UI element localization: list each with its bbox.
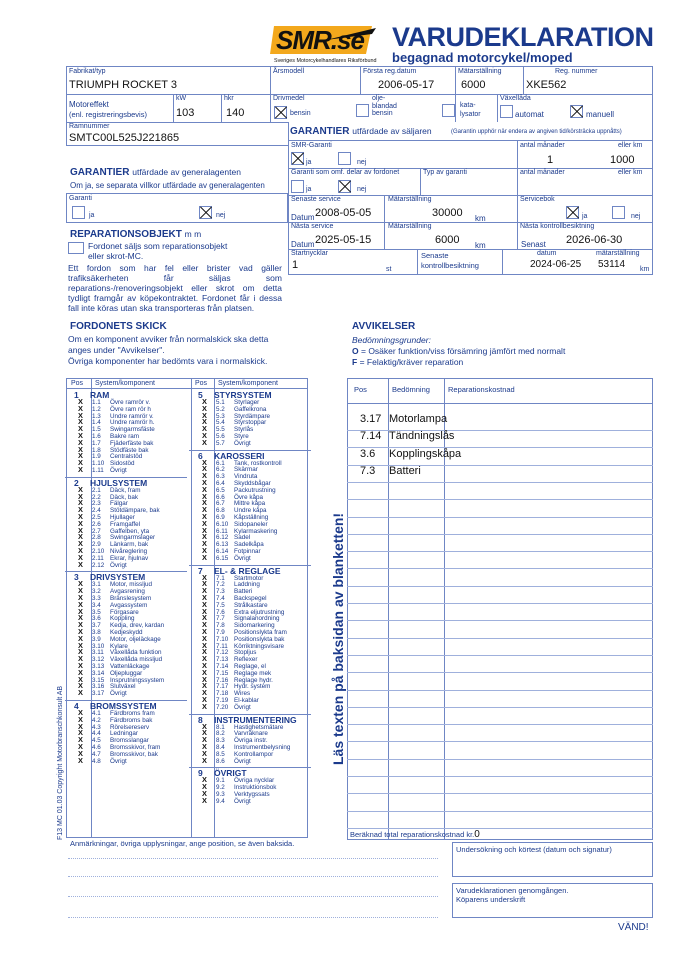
firstreg-value[interactable]: 2006-05-17: [378, 79, 435, 91]
side-text: Läs texten på baksidan av blanketten!: [330, 512, 346, 765]
component-item[interactable]: X 7.9 Positionslykta fram: [202, 627, 287, 636]
kw-label: kW: [176, 95, 187, 102]
hk-value[interactable]: 140: [226, 107, 245, 119]
senast-label: Senast: [521, 240, 546, 249]
component-item[interactable]: X 3.12 Växellåda missljud: [78, 654, 163, 664]
deviation-row-line: [347, 603, 653, 604]
km2-label: eller km: [618, 169, 643, 176]
component-group-heading: 8 INSTRUMENTERING: [198, 714, 297, 725]
component-item[interactable]: X 5.6 Styre: [202, 431, 249, 440]
component-item[interactable]: X 5.7 Övrigt: [202, 437, 251, 447]
deviation-row-line: [347, 811, 653, 812]
component-item[interactable]: X 6.10 Sidopaneler: [202, 518, 268, 528]
component-item[interactable]: X 5.2 Gaffelkrona: [202, 403, 267, 413]
deviation-row-line: [347, 690, 653, 691]
grade-f: F = Felaktig/kräver reparation: [352, 357, 464, 367]
deviation-pos[interactable]: 3.6: [360, 447, 376, 460]
type-label: Typ av garanti: [423, 169, 467, 176]
seller-guarantee-note: (Garantin upphör när endera av angiven tid/körsträcka uppnåtts): [451, 129, 622, 135]
deviation-text[interactable]: Batteri: [389, 464, 421, 477]
hk-label: hkr: [224, 95, 234, 102]
component-item[interactable]: X 7.11 Körriktningsvisare: [202, 640, 285, 650]
total-label: Beräknad total reparationskostnad kr.0: [350, 829, 480, 840]
last-service-odo[interactable]: 30000: [432, 207, 463, 219]
component-item[interactable]: X 1.3 Undre ramrör v.: [78, 410, 154, 420]
component-item[interactable]: X 7.8 Sidomarkering: [202, 620, 275, 630]
component-item[interactable]: X 7.13 Reflexer: [202, 654, 258, 664]
component-item[interactable]: X 6.1 Tank, rostkontroll: [202, 457, 282, 467]
component-item[interactable]: X 4.4 Ledningar: [78, 728, 139, 738]
component-item[interactable]: X 2.6 Framgaffel: [78, 518, 140, 528]
seller-guarantee-heading: GARANTIER utfärdade av säljaren: [290, 126, 432, 137]
component-item[interactable]: X 1.9 Centralstöd: [78, 451, 143, 461]
deviation-pos[interactable]: 7.14: [360, 430, 382, 443]
component-item[interactable]: X 7.1 Startmotor: [202, 572, 264, 582]
deviation-row-line: [347, 793, 653, 794]
deviation-row-line: [347, 568, 653, 569]
component-group-heading: 9 ÖVRIGT: [198, 768, 247, 779]
component-item[interactable]: X 7.7 Signalanordning: [202, 613, 280, 623]
component-item[interactable]: X 7.10 Positionslykta bak: [202, 633, 285, 643]
last-km-label: km: [475, 214, 486, 223]
general-ja-label: ja: [89, 212, 95, 219]
col-pos-left: Pos: [71, 380, 84, 387]
smr-ja-label: ja: [306, 159, 312, 166]
deviation-text[interactable]: Tändningslås: [389, 430, 455, 443]
smr-logo: [268, 22, 380, 66]
logo-text: SMR.se: [276, 25, 364, 55]
grade-o: O = Osäker funktion/viss försämring jämfört med normalt: [352, 346, 566, 356]
next-date-label: Datum: [291, 240, 315, 249]
deviation-pos[interactable]: 3.17: [360, 413, 382, 425]
component-item[interactable]: X 7.6 Extra eljutrustning: [202, 606, 285, 616]
component-item[interactable]: X 6.14 Fotpinnar: [202, 546, 261, 555]
component-item[interactable]: X 7.2 Laddning: [202, 579, 260, 589]
component-item[interactable]: X 6.12 Sadel: [202, 532, 251, 542]
component-item[interactable]: X 6.9 Kåpställning: [202, 512, 269, 521]
deviation-row-line: [347, 655, 653, 656]
component-item[interactable]: X 3.5 Förgasare: [78, 606, 139, 616]
fuel-bensin-label: bensin: [290, 110, 311, 117]
deviation-pos[interactable]: 7.3: [360, 464, 376, 477]
fuel-oil-checkbox[interactable]: [356, 104, 369, 117]
component-item[interactable]: X 5.3 Styrdämpare: [202, 410, 271, 420]
deviation-row-line: [347, 499, 653, 500]
component-item[interactable]: X 1.1 Övre ramrör v.: [78, 397, 151, 406]
deviation-row-line: [347, 482, 653, 483]
col-sys-right: System/komponent: [218, 380, 278, 387]
deviation-row-line: [347, 741, 653, 742]
component-group-heading: 7 EL- & REGLAGE: [198, 565, 281, 576]
last-inspection-label: Senaste kontrollbesiktning: [421, 251, 479, 270]
component-item[interactable]: X 9.2 Instruktionsbok: [202, 782, 277, 792]
partial-ja-label: ja: [306, 186, 312, 193]
general-guarantee-label: Garanti: [69, 195, 92, 202]
component-item[interactable]: X 4.5 Bromsslangar: [78, 735, 149, 745]
component-item[interactable]: X 2.8 Swingarmslager: [78, 532, 156, 542]
component-item[interactable]: X 7.17 Hydr. system: [202, 681, 271, 691]
component-item[interactable]: X 9.4 Övrigt: [202, 795, 251, 805]
component-item[interactable]: X 6.8 Undre kåpa: [202, 505, 267, 515]
component-item[interactable]: X 6.13 Sadelkåpa: [202, 539, 264, 549]
power-sub: (enl. registreringsbevis): [69, 110, 147, 119]
power-label: Motoreffekt: [69, 100, 109, 109]
grounds-label: Bedömningsgrunder:: [352, 335, 431, 345]
component-item[interactable]: X 1.5 Swingarmsfäste: [78, 424, 155, 434]
component-item[interactable]: X 6.6 Övre kåpa: [202, 491, 264, 501]
component-item[interactable]: X 7.20 Övrigt: [202, 701, 251, 711]
last-date-label: Datum: [291, 213, 315, 222]
component-item[interactable]: X 1.4 Undre ramrör h.: [78, 417, 155, 427]
partial-nej-checkbox[interactable]: [338, 180, 351, 193]
component-item[interactable]: X 2.5 Hjullager: [78, 512, 135, 521]
deviation-text[interactable]: Motorlampa: [389, 413, 448, 425]
component-item[interactable]: X 3.7 Kedja, drev, kardan: [78, 620, 165, 630]
component-item[interactable]: X 1.11 Övrigt: [78, 465, 127, 474]
km-value[interactable]: 1000: [610, 154, 635, 166]
servicebook-ja-label: ja: [582, 213, 588, 220]
component-group-heading: 6 KAROSSERI: [198, 450, 265, 461]
component-item[interactable]: X 2.9 Länkarm, bak: [78, 539, 149, 549]
component-item[interactable]: X 7.19 El-kablar: [202, 695, 259, 704]
component-item[interactable]: X 3.10 Kylare: [78, 640, 128, 650]
component-item[interactable]: X 8.4 Instrumentbelysning: [202, 742, 291, 751]
repair-option: Fordonet säljs som reparationsobjekt eller skrot-MC.: [88, 241, 228, 261]
condition-heading: FORDONETS SKICK: [70, 321, 167, 332]
regnr-value[interactable]: XKE562: [526, 79, 567, 91]
component-item[interactable]: X 6.2 Skärmar: [202, 464, 258, 474]
keys-label: Startnycklar: [291, 250, 328, 257]
general-nej-label: nej: [216, 212, 226, 219]
component-item[interactable]: X 7.15 Reglage mek: [202, 667, 272, 677]
component-item[interactable]: X 1.10 Sidostöd: [78, 458, 135, 468]
deviation-row-line: [347, 724, 653, 725]
smr-guarantee-ja-checkbox[interactable]: [291, 152, 304, 165]
component-item[interactable]: X 5.4 Styrstoppar: [202, 417, 267, 427]
general-guarantee-sub: Om ja, se separata villkor utfärdade av generalagenten: [70, 181, 265, 190]
component-item[interactable]: X 7.18 Wires: [202, 688, 251, 698]
km-label: eller km: [618, 142, 643, 149]
keys-value[interactable]: 1: [292, 259, 299, 271]
regnr-label: Reg. nummer: [555, 68, 598, 75]
component-item[interactable]: X 1.7 Fjäderfäste bak: [78, 437, 154, 447]
deviation-row-line: [347, 672, 653, 673]
smr-guarantee-nej-checkbox[interactable]: [338, 152, 351, 165]
frame-label: Ramnummer: [69, 123, 110, 130]
component-item[interactable]: X 2.10 Nivåreglering: [78, 546, 148, 555]
last-inspection-odo[interactable]: 53114: [598, 259, 626, 270]
component-item[interactable]: X 2.3 Fälgar: [78, 498, 128, 508]
component-item[interactable]: X 2.7 Gaffelben, yta: [78, 525, 150, 535]
col-sys-left: System/komponent: [95, 380, 155, 387]
partial-nej-label: nej: [357, 186, 367, 193]
servicebook-label: Servicebok: [520, 196, 555, 203]
gear-auto-label: automat: [515, 110, 544, 119]
gear-auto-checkbox[interactable]: [500, 105, 513, 118]
kw-value[interactable]: 103: [176, 107, 195, 119]
deviation-row-line: [347, 707, 653, 708]
component-item[interactable]: X 4.2 Färdbroms bak: [78, 714, 153, 724]
component-item[interactable]: X 4.8 Övrigt: [78, 755, 127, 765]
component-item[interactable]: X 2.1 Däck, fram: [78, 484, 141, 494]
component-item[interactable]: X 2.4 Stötdämpare, bak: [78, 505, 160, 515]
servicebook-ja-checkbox[interactable]: [566, 206, 579, 219]
odo3-label: mätarställning: [596, 250, 640, 257]
component-item[interactable]: X 7.3 Batteri: [202, 586, 253, 596]
fuel-cat-label: kata- lysator: [460, 102, 481, 118]
component-item[interactable]: X 3.15 Insprutningssystem: [78, 674, 165, 684]
component-item[interactable]: X 3.3 Bränslesystem: [78, 593, 152, 602]
last-service-date[interactable]: 2008-05-05: [315, 207, 372, 219]
smr-guarantee-label: SMR-Garanti: [291, 142, 332, 149]
component-item[interactable]: X 6.3 Vindruta: [202, 471, 258, 481]
next-inspection-date[interactable]: 2026-06-30: [566, 234, 623, 246]
component-item[interactable]: X 6.5 Packutrustning: [202, 484, 276, 494]
signature-label: Varudeklarationen genomgången. Köparens underskrift: [456, 886, 569, 904]
component-item[interactable]: X 7.12 Stopljus: [202, 647, 257, 657]
st-label: st: [386, 266, 392, 273]
make-label: Fabrikat/typ: [69, 68, 106, 75]
component-item[interactable]: X 8.2 Varvräknare: [202, 728, 268, 738]
dev-col-grade: Bedömning: [392, 385, 430, 394]
firstreg-label: Första reg.datum: [363, 68, 417, 75]
deviation-row-line: [347, 534, 653, 535]
deviations-heading: AVVIKELSER: [352, 321, 416, 332]
fuel-cat-checkbox[interactable]: [442, 104, 455, 117]
deviation-row-line: [347, 759, 653, 760]
exam-label: Undersökning och körtest (datum och signatur): [456, 845, 612, 854]
months-value[interactable]: 1: [547, 154, 554, 166]
km3-label: km: [640, 266, 650, 273]
component-item[interactable]: X 2.12 Övrigt: [78, 559, 127, 569]
next-inspection-label: Nästa kontrollbesiktning: [520, 223, 595, 230]
component-item[interactable]: X 7.16 Reglage hydr.: [202, 674, 273, 684]
repair-heading: REPARATIONSOBJEKT m m: [70, 229, 202, 240]
component-item[interactable]: X 7.5 Strålkastare: [202, 599, 268, 609]
general-guarantee-box: [66, 193, 288, 223]
deviation-row-line: [347, 776, 653, 777]
months2-label: antal månader: [520, 169, 565, 176]
component-item[interactable]: X 4.7 Bromsskivor, bak: [78, 748, 158, 758]
fuel-oil-label: olje- blandad bensin: [372, 95, 397, 117]
component-item[interactable]: X 5.5 Styrlås: [202, 424, 254, 434]
odo-label: Mätarställning: [458, 68, 502, 75]
deviation-text[interactable]: Kopplingskåpa: [389, 447, 462, 460]
gear-manual-checkbox[interactable]: [570, 105, 583, 118]
repair-checkbox[interactable]: [68, 242, 84, 254]
deviation-row-line: [347, 517, 653, 518]
datum-label: datum: [537, 250, 557, 257]
component-item[interactable]: X 4.6 Bromsskivor, fram: [78, 742, 161, 751]
months-label: antal månader: [520, 142, 565, 149]
next-service-odo[interactable]: 6000: [435, 234, 460, 246]
general-guarantee-heading: GARANTIER utfärdade av generalagenten: [70, 167, 241, 178]
next-service-date[interactable]: 2025-05-15: [315, 234, 372, 246]
form-subtitle: begagnad motorcykel/moped: [392, 50, 573, 65]
fuel-bensin-checkbox[interactable]: [274, 106, 287, 119]
dev-col-pos: Pos: [354, 385, 367, 394]
odo-value[interactable]: 6000: [461, 79, 486, 91]
component-item[interactable]: X 3.1 Motor, misslјud: [78, 579, 152, 589]
last-service-label: Senaste service: [291, 196, 341, 203]
frame-value[interactable]: SMTC00L525J221865: [69, 132, 180, 144]
component-group-heading: 3 DRIVSYSTEM: [74, 572, 146, 583]
deviation-row-line: [347, 638, 653, 639]
component-item[interactable]: X 3.17 Övrigt: [78, 688, 127, 698]
deviation-row-line: [347, 620, 653, 621]
component-item[interactable]: X 6.15 Övrigt: [202, 552, 251, 562]
last-odo-label: Mätarställning: [388, 196, 432, 203]
component-item[interactable]: X 7.4 Backspegel: [202, 593, 267, 602]
copyright: F13 MC 01.03 Copyright Motorbranschkonsult AB: [57, 685, 64, 840]
deviation-row-line: [347, 586, 653, 587]
component-item[interactable]: X 6.7 Mittre kåpa: [202, 498, 266, 508]
component-item[interactable]: X 6.11 Kylarmaskering: [202, 525, 278, 535]
year-label: Årsmodell: [273, 68, 305, 75]
component-item[interactable]: X 8.6 Övrigt: [202, 755, 251, 765]
repair-text: Ett fordon som har fel eller brister vad gäller trafiksäkerheten får säljas som reparations-/renoveringsobjekt eller skrot om detta tydligt framgår av köpekontraktet. Fordonet får i dessa fall inte köras utan ska transporteras från platsen.: [68, 263, 282, 313]
component-group-heading: 4 BROMSSYSTEM: [74, 701, 157, 711]
component-item[interactable]: X 3.11 Växellåda funktion: [78, 647, 162, 657]
deviation-row-line: [347, 551, 653, 552]
last-inspection-date[interactable]: 2024-06-25: [530, 259, 582, 270]
condition-text2: Övriga komponenter har bedömts vara i normalskick.: [68, 356, 268, 366]
col-pos-right: Pos: [195, 380, 208, 387]
component-item[interactable]: X 9.1 Övriga nycklar: [202, 775, 275, 785]
dev-col-cost: Reparationskostnad: [448, 385, 515, 394]
notes-label: Anmärkningar, övriga upplysningar, ange position, se även baksida.: [70, 839, 295, 848]
component-item[interactable]: X 3.13 Vattenläckage: [78, 661, 150, 670]
component-item[interactable]: X 4.1 Färdbroms fram: [78, 708, 155, 717]
component-group-heading: 5 STYRSYSTEM: [198, 390, 272, 400]
partial-ja-checkbox[interactable]: [291, 180, 304, 193]
general-nej-checkbox[interactable]: [199, 206, 212, 219]
turn-text: VÄND!: [618, 922, 649, 933]
component-item[interactable]: X 7.14 Reglage, el: [202, 661, 266, 670]
component-item[interactable]: X 1.8 Stödfästе bak: [78, 444, 149, 454]
component-item[interactable]: X 6.4 Skyddsbågar: [202, 478, 271, 487]
component-item[interactable]: X 3.4 Avgassystem: [78, 599, 148, 609]
gear-manual-label: manuell: [586, 110, 615, 119]
smr-nej-label: nej: [357, 159, 367, 166]
component-group-heading: 1 RAM: [74, 390, 110, 400]
servicebook-nej-label: nej: [631, 213, 641, 220]
component-item[interactable]: X 8.5 Kontrollampor: [202, 748, 274, 758]
component-item[interactable]: X 4.3 Rörelsereserv: [78, 721, 150, 731]
condition-text1: Om en komponent avviker från normalskick ska detta anges under "Avvikelser".: [68, 334, 269, 355]
component-item[interactable]: X 3.6 Koppling: [78, 613, 135, 623]
servicebook-nej-checkbox[interactable]: [612, 206, 625, 219]
partial-guarantee-label: Garanti som omf. delar av fordonet: [291, 169, 400, 176]
logo-subtitle: Sveriges Motorcykelhandlares Riksförbund: [274, 58, 377, 64]
next-service-label: Nästa service: [291, 223, 334, 230]
drive-label: Drivmedel: [273, 95, 305, 102]
component-item[interactable]: X 1.2 Övre ram rör h: [78, 403, 151, 413]
next-odo-label: Mätarställning: [388, 223, 432, 230]
component-item[interactable]: X 8.1 Hastighetsmätare: [202, 721, 284, 731]
make-value[interactable]: TRIUMPH ROCKET 3: [69, 79, 177, 91]
component-group-heading: 2 HJULSYSTEM: [74, 477, 148, 488]
component-item[interactable]: X 3.2 Avgasrening: [78, 586, 145, 596]
component-item[interactable]: X 2.11 Ekrar, hjulnav: [78, 552, 149, 562]
component-item[interactable]: X 2.2 Däck, bak: [78, 491, 138, 501]
general-ja-checkbox[interactable]: [72, 206, 85, 219]
component-item[interactable]: X 3.14 Oljepluggar: [78, 667, 143, 677]
form-title: VARUDEKLARATION: [392, 22, 654, 52]
component-item[interactable]: X 8.3 Övriga instr.: [202, 735, 268, 745]
component-item[interactable]: X 5.1 Styrlager: [202, 397, 260, 406]
gearbox-label: Växellåda: [500, 95, 531, 102]
component-item[interactable]: X 3.16 Slutväxel: [78, 681, 136, 691]
component-item[interactable]: X 9.3 Verktygssats: [202, 789, 270, 798]
next-km-label: km: [475, 241, 486, 250]
component-item[interactable]: X 3.9 Motor, oljeläckage: [78, 633, 161, 643]
component-item[interactable]: X 1.6 Bakre ram: [78, 431, 140, 440]
component-item[interactable]: X 3.8 Kedjeskydd: [78, 627, 143, 636]
